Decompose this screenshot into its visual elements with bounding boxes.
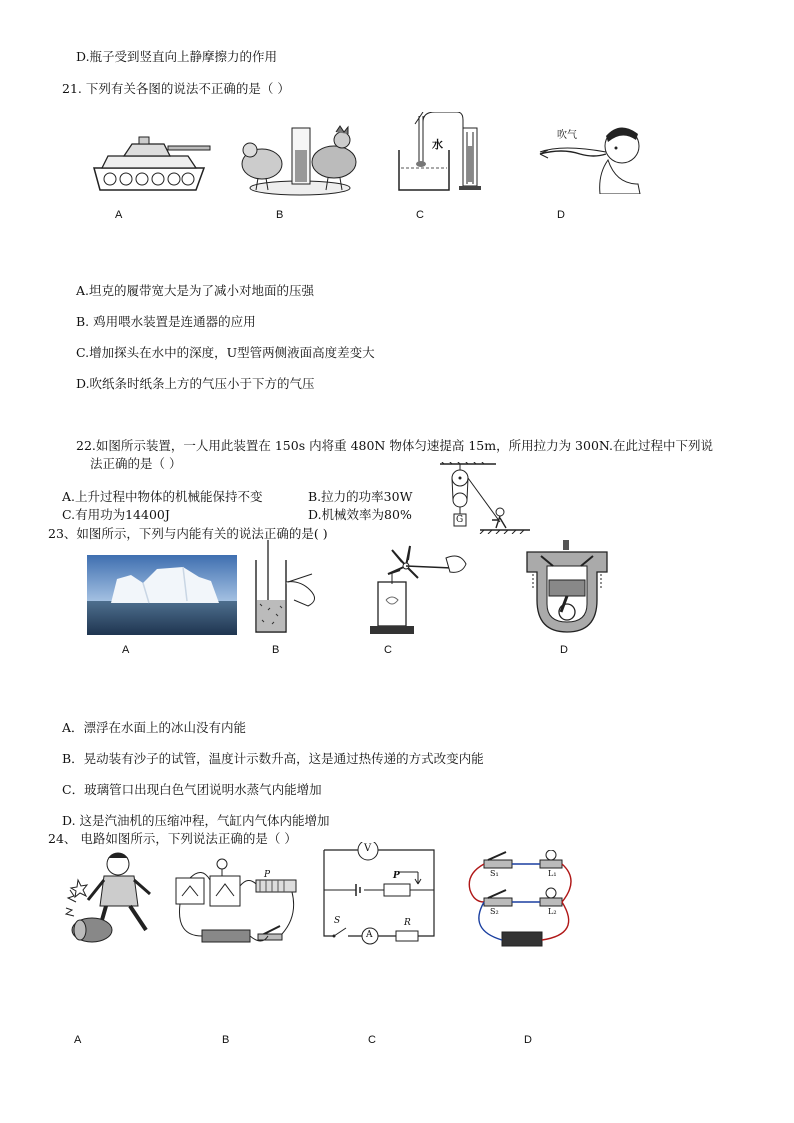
q22-option-a: A.上升过程中物体的机械能保持不变 — [62, 489, 263, 504]
q21-label-a: A — [115, 209, 123, 221]
q21-label-c: C — [416, 209, 424, 221]
slider-p-label: P — [393, 871, 400, 881]
q22-option-b: B.拉力的功率30W — [308, 489, 413, 504]
q23-option-c: C．玻璃管口出现白色气团说明水蒸气内能增加 — [62, 782, 322, 797]
meter-circuit-figure — [172, 856, 302, 946]
water-label: 水 — [432, 138, 443, 151]
u-tube-figure — [393, 112, 493, 194]
q21-option-d: D.吹纸条时纸条上方的气压小于下方的气压 — [76, 376, 315, 391]
lamp-l1-label: L₁ — [548, 869, 557, 878]
q21-option-b: B. 鸡用喂水装置是连通器的应用 — [76, 314, 256, 329]
switch-s1-label: S₁ — [490, 869, 499, 878]
q23-label-a: A — [122, 644, 130, 656]
rheostat-p-label: P — [264, 870, 271, 880]
q20-option-d: D.瓶子受到竖直向上静摩擦力的作用 — [76, 49, 278, 64]
chicken-waterer-figure — [236, 120, 362, 198]
sand-tube-figure — [250, 540, 322, 638]
q23-option-b: B．晃动装有沙子的试管，温度计示数升高，这是通过热传递的方式改变内能 — [62, 751, 484, 766]
lamp-circuit-figure — [464, 850, 584, 950]
pinwheel-figure — [366, 544, 474, 636]
q24-label-c: C — [368, 1034, 376, 1046]
q24-label-d: D — [524, 1034, 532, 1046]
q22-stem-line2: 法正确的是（ ） — [90, 456, 182, 471]
q23-option-d: D. 这是汽油机的压缩冲程，气缸内气体内能增加 — [62, 813, 330, 828]
engine-cylinder-figure — [523, 540, 611, 636]
q23-label-d: D — [560, 644, 568, 656]
lamp-l2-label: L₂ — [548, 907, 557, 916]
q21-label-b: B — [276, 209, 284, 221]
switch-s-label: S — [334, 916, 341, 926]
voltmeter-v-label: V — [364, 843, 372, 854]
q21-label-d: D — [557, 209, 565, 221]
schematic-circuit-figure — [318, 842, 442, 946]
q21-stem: 21. 下列有关各图的说法不正确的是（ ） — [62, 81, 290, 96]
blowing-paper-figure — [536, 114, 646, 194]
q24-stem: 24、 电路如图所示，下列说法正确的是（ ） — [48, 831, 297, 846]
weight-g-label: G — [456, 515, 464, 525]
q23-option-a: A．漂浮在水面上的冰山没有内能 — [62, 720, 247, 735]
pulley-figure — [440, 462, 530, 534]
q22-option-d: D.机械效率为80% — [308, 507, 412, 522]
q21-option-a: A.坦克的履带宽大是为了减小对地面的压强 — [76, 283, 315, 298]
q23-stem: 23、如图所示，下列与内能有关的说法正确的是( ) — [48, 526, 328, 541]
blow-text: 吹气 — [557, 130, 577, 141]
electric-shock-figure — [62, 850, 166, 948]
q24-label-a: A — [74, 1034, 82, 1046]
q24-label-b: B — [222, 1034, 230, 1046]
q23-label-b: B — [272, 644, 280, 656]
ammeter-a-label: A — [366, 930, 373, 940]
tank-figure — [84, 128, 214, 198]
q22-option-c: C.有用功为14400J — [62, 507, 170, 522]
q21-option-c: C.增加探头在水中的深度，U型管两侧液面高度差变大 — [76, 345, 375, 360]
q22-stem-line1: 22.如图所示装置，一人用此装置在 150s 内将重 480N 物体匀速提高 15m，所用拉力为 300N.在此过程中下列说 — [76, 438, 714, 453]
q23-label-c: C — [384, 644, 392, 656]
switch-s2-label: S₂ — [490, 907, 499, 916]
resistor-r-label: R — [404, 918, 411, 928]
iceberg-photo — [87, 555, 237, 635]
